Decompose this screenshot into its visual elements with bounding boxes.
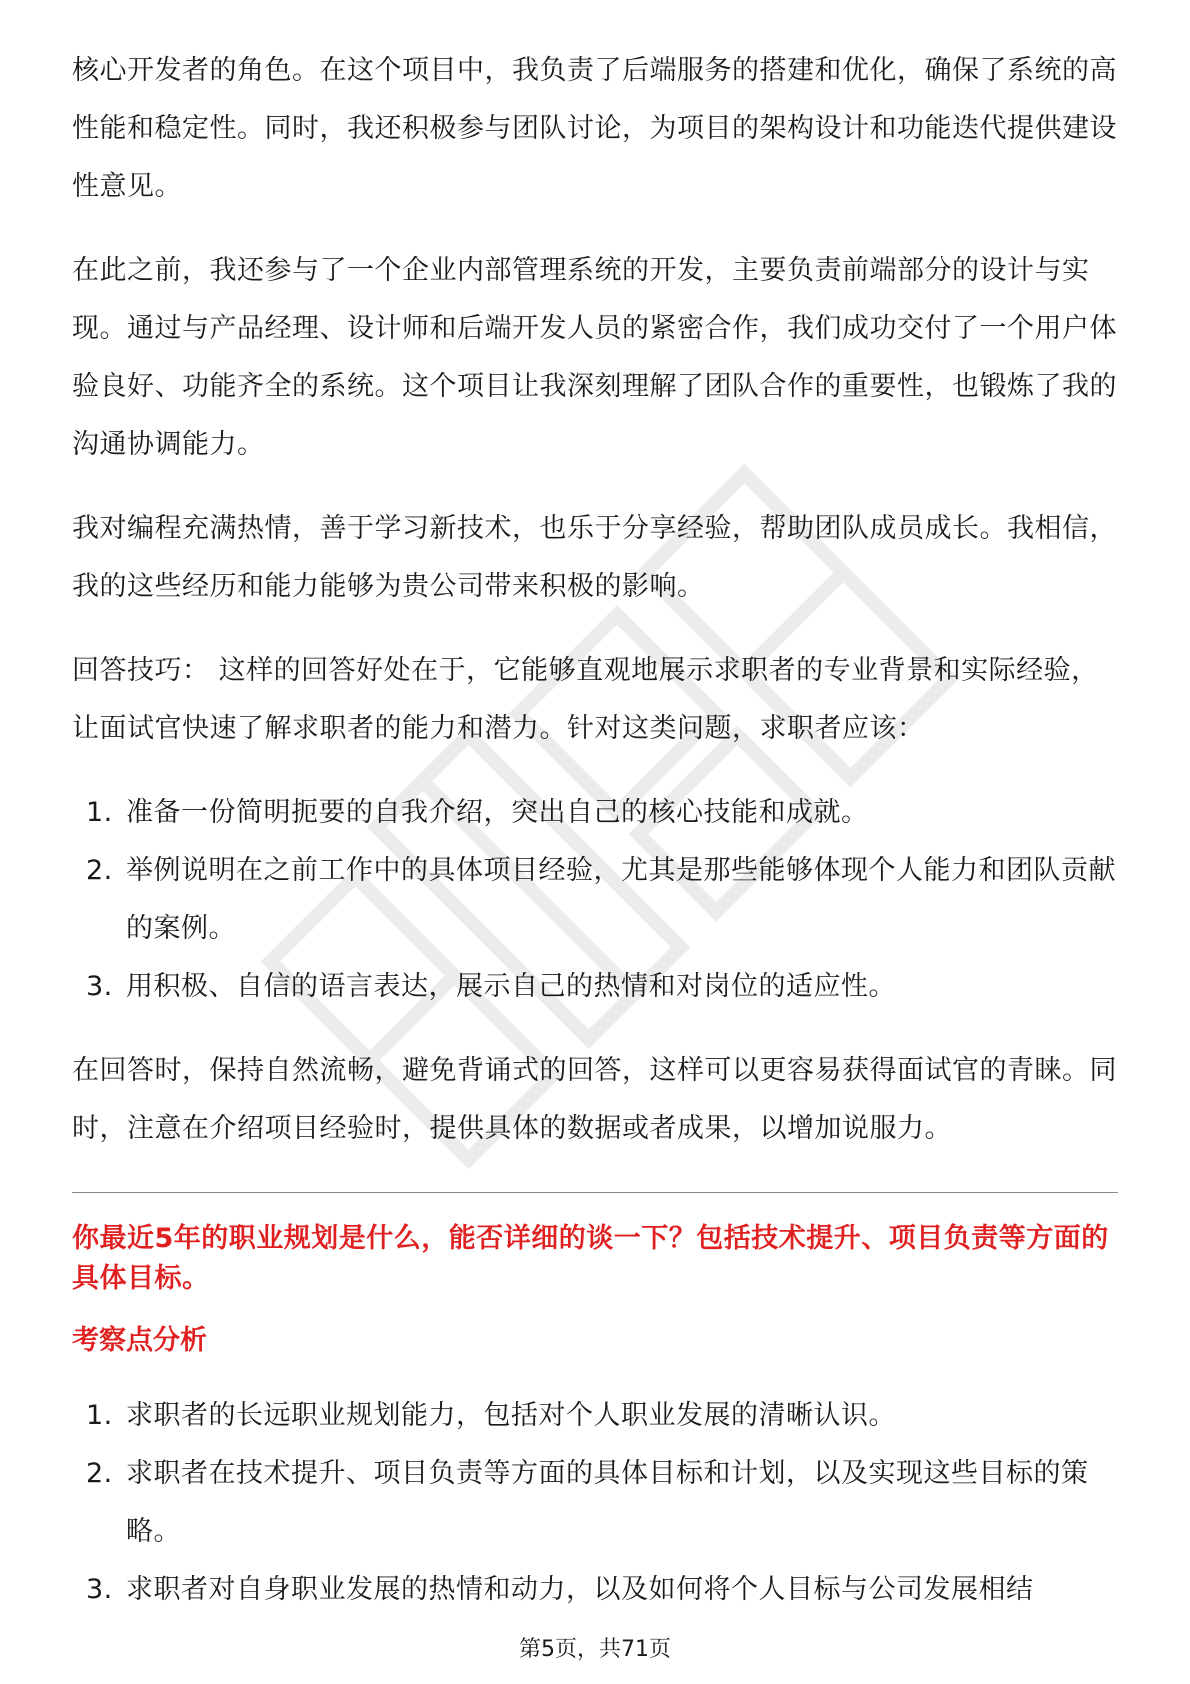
list-item-number: 2. — [86, 1458, 113, 1489]
tips-list — [72, 784, 1118, 1016]
document-page — [72, 42, 1118, 1645]
answer-tip-paragraph: 回答技巧： 这样的回答好处在于，它能够直观地展示求职者的专业背景和实际经验，让面试官快速了解求职者的能力和潜力。针对这类问题，求职者应该： — [72, 655, 1099, 744]
section-divider — [72, 1192, 1118, 1193]
paragraph: 我对编程充满热情，善于学习新技术，也乐于分享经验，帮助团队成员成长。我相信，我的这些经历和能力能够为贵公司带来积极的影响。 — [72, 513, 1117, 602]
interview-question: 你最近5年的职业规划是什么，能否详细的谈一下？包括技术提升、项目负责等方面的具体目标。 — [72, 1223, 1109, 1294]
list-item — [72, 842, 1118, 958]
list-item — [72, 958, 1118, 1016]
list-item-number: 1. — [86, 1400, 113, 1431]
list-item-text: 举例说明在之前工作中的具体项目经验，尤其是那些能够体现个人能力和团队贡献的案例。 — [126, 855, 1116, 944]
list-item — [72, 1445, 1118, 1561]
list-item-text: 求职者的长远职业规划能力，包括对个人职业发展的清晰认识。 — [126, 1400, 896, 1431]
list-item — [72, 1387, 1118, 1445]
list-item — [72, 784, 1118, 842]
paragraph: 核心开发者的角色。在这个项目中，我负责了后端服务的搭建和优化，确保了系统的高性能和稳定性。同时，我还积极参与团队讨论，为项目的架构设计和功能迭代提供建设性意见。 — [72, 55, 1117, 202]
closing-paragraph: 在回答时，保持自然流畅，避免背诵式的回答，这样可以更容易获得面试官的青睐。同时，注意在介绍项目经验时，提供具体的数据或者成果，以增加说服力。 — [72, 1055, 1117, 1144]
list-item-text: 用积极、自信的语言表达，展示自己的热情和对岗位的适应性。 — [126, 971, 896, 1002]
list-item-number: 3. — [86, 971, 113, 1002]
list-item-text: 准备一份简明扼要的自我介绍，突出自己的核心技能和成就。 — [126, 797, 869, 828]
paragraph: 在此之前，我还参与了一个企业内部管理系统的开发，主要负责前端部分的设计与实现。通过与产品经理、设计师和后端开发人员的紧密合作，我们成功交付了一个用户体验良好、功能齐全的系统。这个项目让我深刻理解了团队合作的重要性，也锻炼了我的沟通协调能力。 — [72, 255, 1117, 460]
list-item-text: 求职者对自身职业发展的热情和动力，以及如何将个人目标与公司发展相结 — [126, 1574, 1034, 1605]
list-item — [72, 1561, 1118, 1619]
analysis-heading: 考察点分析 — [72, 1325, 207, 1356]
list-item-number: 1. — [86, 797, 113, 828]
list-item-text: 求职者在技术提升、项目负责等方面的具体目标和计划，以及实现这些目标的策略。 — [126, 1458, 1089, 1547]
analysis-list — [72, 1387, 1118, 1619]
list-item-number: 3. — [86, 1574, 113, 1605]
list-item-number: 2. — [86, 855, 113, 886]
page-footer: 第5页，共71页 — [519, 1637, 671, 1662]
